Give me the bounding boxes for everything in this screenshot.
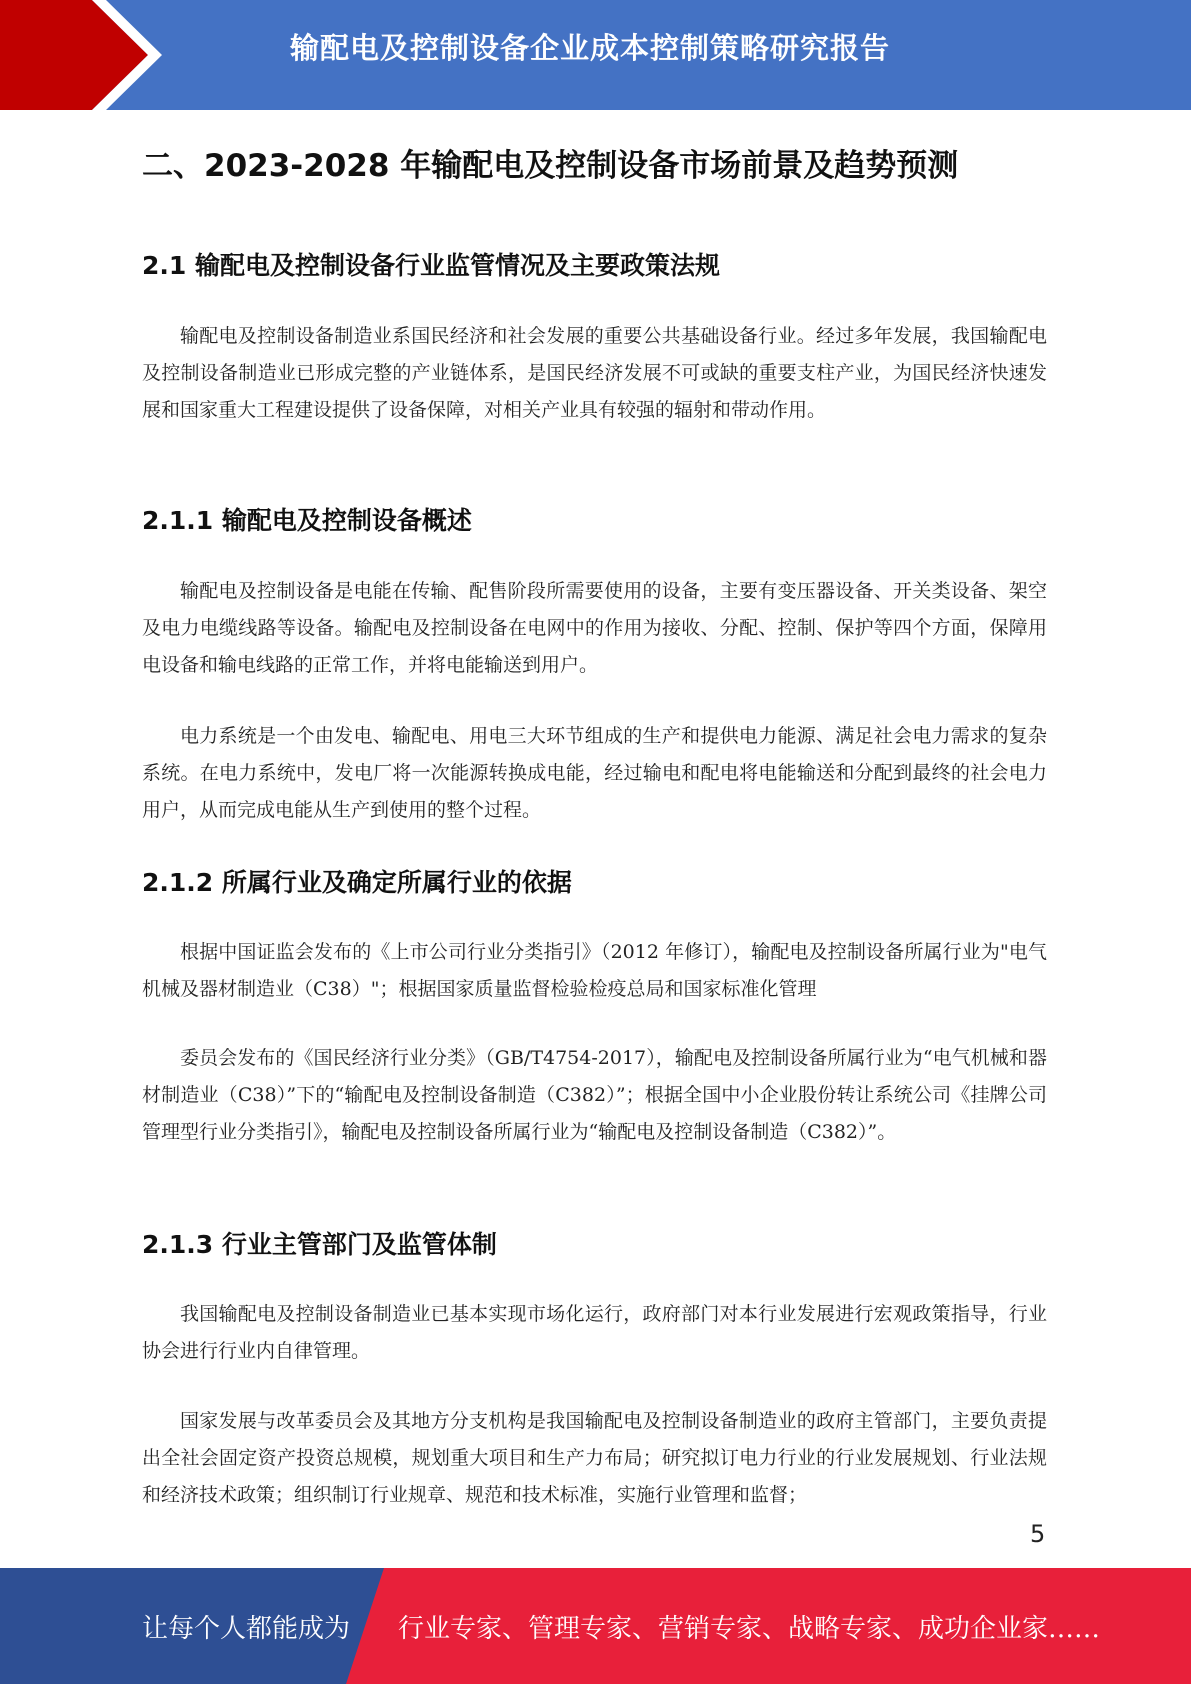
footer-slogan-right: 行业专家、管理专家、营销专家、战略专家、成功企业家……: [398, 1614, 1101, 1644]
section-heading-2-1-3: 2.1.3 行业主管部门及监管体制: [142, 1230, 497, 1259]
page-number: 5: [1030, 1520, 1046, 1548]
paragraph-2-1-intro: 输配电及控制设备制造业系国民经济和社会发展的重要公共基础设备行业。经过多年发展，我国输配电及控制设备制造业已形成完整的产业链体系，是国民经济发展不可或缺的重要支柱产业，为国民经济快速发展和国家重大工程建设提供了设备保障，对相关产业具有较强的辐射和带动作用。: [142, 325, 1047, 421]
paragraph-2-1-1-a: 输配电及控制设备是电能在传输、配售阶段所需要使用的设备，主要有变压器设备、开关类设备、架空及电力电缆线路等设备。输配电及控制设备在电网中的作用为接收、分配、控制、保护等四个方面，保障用电设备和输电线路的正常工作，并将电能输送到用户。: [142, 580, 1047, 676]
report-title: 输配电及控制设备企业成本控制策略研究报告: [290, 31, 891, 65]
page-header: [0, 0, 1191, 110]
page-footer: [0, 1568, 1191, 1684]
footer-slogan-left: 让每个人都能成为: [142, 1614, 351, 1644]
section-heading-2-1-1: 2.1.1 输配电及控制设备概述: [142, 506, 472, 535]
section-heading-2-1: 2.1 输配电及控制设备行业监管情况及主要政策法规: [142, 251, 720, 280]
paragraph-2-1-3-b: 国家发展与改革委员会及其地方分支机构是我国输配电及控制设备制造业的政府主管部门，主要负责提出全社会固定资产投资总规模，规划重大项目和生产力布局；研究拟订电力行业的行业发展规划、行业法规和经济技术政策；组织制订行业规章、规范和技术标准，实施行业管理和监督；: [142, 1410, 1047, 1506]
chapter-heading: 二、2023-2028 年输配电及控制设备市场前景及趋势预测: [142, 148, 959, 184]
section-heading-2-1-2: 2.1.2 所属行业及确定所属行业的依据: [142, 868, 572, 897]
paragraph-2-1-2-a: 根据中国证监会发布的《上市公司行业分类指引》（2012 年修订），输配电及控制设备所属行业为"电气机械及器材制造业（C38）"；根据国家质量监督检验检疫总局和国家标准化管理: [142, 941, 1047, 1000]
paragraph-2-1-3-a: 我国输配电及控制设备制造业已基本实现市场化运行，政府部门对本行业发展进行宏观政策指导，行业协会进行行业内自律管理。: [142, 1303, 1047, 1362]
paragraph-2-1-1-b: 电力系统是一个由发电、输配电、用电三大环节组成的生产和提供电力能源、满足社会电力需求的复杂系统。在电力系统中，发电厂将一次能源转换成电能，经过输电和配电将电能输送和分配到最终的社会电力用户，从而完成电能从生产到使用的整个过程。: [142, 725, 1047, 821]
paragraph-2-1-2-b: 委员会发布的《国民经济行业分类》（GB/T4754-2017），输配电及控制设备所属行业为“电气机械和器材制造业（C38）”下的“输配电及控制设备制造（C382）”；根据全国中小企业股份转让系统公司《挂牌公司管理型行业分类指引》，输配电及控制设备所属行业为“输配电及控制设备制造（C382）”。: [142, 1047, 1047, 1143]
